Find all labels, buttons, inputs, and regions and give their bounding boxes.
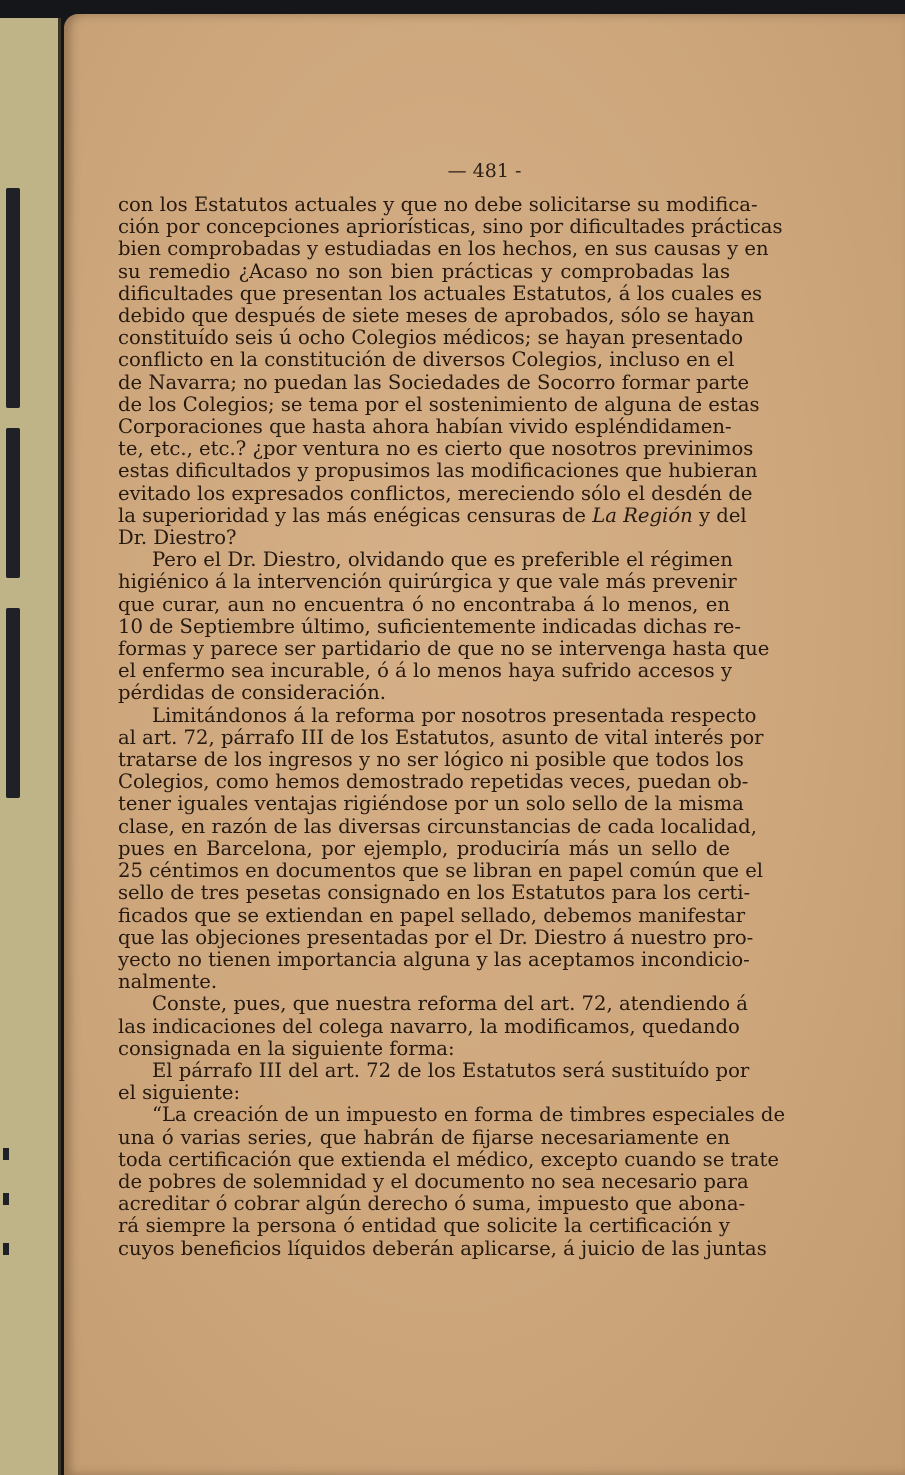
text-line: El párrafo III del art. 72 de los Estatutos será sustituído por <box>152 1058 750 1082</box>
text-line: sello de tres pesetas consignado en los Estatutos para los certi- <box>118 881 751 905</box>
text-line: nalmente. <box>118 970 218 994</box>
text-line: clase, en razón de las diversas circunstancias de cada localidad, <box>118 814 757 838</box>
text-line: bien comprobadas y estudiadas en los hechos, en sus causas y en <box>118 237 769 261</box>
text-line: yecto no tienen importancia alguna y las aceptamos incondicio- <box>118 947 750 971</box>
text-line: ficados que se extiendan en papel sellado, debemos manifestar <box>118 903 746 927</box>
book-page <box>64 14 905 1475</box>
text-line: el siguiente: <box>118 1081 241 1105</box>
text-line: su remedio ¿Acaso no son bien prácticas y comprobadas las <box>118 259 730 283</box>
text-line <box>118 503 747 527</box>
text-line: Colegios, como hemos demostrado repetidas veces, puedan ob- <box>118 770 749 794</box>
text-line: tratarse de los ingresos y no ser lógico ni posible que todos los <box>118 748 744 772</box>
text-line: rá siempre la persona ó entidad que solicite la certificación y <box>118 1214 730 1238</box>
text-line: Corporaciones que hasta ahora habían vivido espléndidamen- <box>118 415 732 439</box>
margin-mark <box>3 1148 9 1160</box>
text-line: las indicaciones del colega navarro, la modificamos, quedando <box>118 1014 740 1038</box>
text-line: te, etc., etc.? ¿por ventura no es cierto que nosotros previnimos <box>118 437 754 461</box>
text-line: Pero el Dr. Diestro, olvidando que es preferible el régimen <box>152 548 733 572</box>
binding-strip <box>6 428 20 578</box>
text-line: Conste, pues, que nuestra reforma del art. 72, atendiendo á <box>152 992 748 1016</box>
text-line: pues en Barcelona, por ejemplo, produciría más un sello de <box>118 836 730 860</box>
italic-title: La Región <box>592 503 693 527</box>
text-line: acreditar ó cobrar algún derecho ó suma, impuesto que abona- <box>118 1192 746 1216</box>
text-segment: y del <box>692 503 747 527</box>
text-line: “La creación de un impuesto en forma de timbres especiales de <box>152 1103 786 1127</box>
page-number: — 481 - <box>447 160 522 182</box>
previous-page-edge <box>0 18 61 1475</box>
text-line: debido que después de siete meses de aprobados, sólo se hayan <box>118 304 755 328</box>
text-line: dificultades que presentan los actuales Estatutos, á los cuales es <box>118 281 763 305</box>
text-line: ción por concepciones apriorísticas, sino por dificultades prácticas <box>118 215 783 239</box>
text-line: higiénico á la intervención quirúrgica y que vale más prevenir <box>118 570 737 594</box>
text-line: una ó varias series, que habrán de fijarse necesariamente en <box>118 1125 730 1149</box>
text-line: evitado los expresados conflictos, mereciendo sólo el desdén de <box>118 481 753 505</box>
text-line: Limitándonos á la reforma por nosotros presentada respecto <box>152 703 757 727</box>
margin-mark <box>3 1193 9 1205</box>
text-line: conflicto en la constitución de diversos Colegios, incluso en el <box>118 348 735 372</box>
margin-mark <box>3 1243 9 1255</box>
text-line: pérdidas de consideración. <box>118 681 386 705</box>
text-line: de pobres de solemnidad y el documento no sea necesario para <box>118 1169 749 1193</box>
text-line: cuyos beneficios líquidos deberán aplicarse, á juicio de las juntas <box>118 1236 767 1260</box>
text-line: estas dificultados y propusimos las modificaciones que hubieran <box>118 459 758 483</box>
text-line: toda certificación que extienda el médico, excepto cuando se trate <box>118 1147 779 1171</box>
text-line: al art. 72, párrafo III de los Estatutos, asunto de vital interés por <box>118 725 764 749</box>
text-line: el enfermo sea incurable, ó á lo menos haya sufrido accesos y <box>118 659 733 683</box>
binding-strip <box>6 188 20 408</box>
text-line: 10 de Septiembre último, suficientemente indicadas dichas re- <box>118 614 741 638</box>
text-line: de los Colegios; se tema por el sostenimiento de alguna de estas <box>118 392 760 416</box>
binding-strip <box>6 608 20 798</box>
text-line: Dr. Diestro? <box>118 526 237 550</box>
text-line: consignada en la siguiente forma: <box>118 1036 455 1060</box>
text-line: que las objeciones presentadas por el Dr. Diestro á nuestro pro- <box>118 925 754 949</box>
text-line: tener iguales ventajas rigiéndose por un solo sello de la misma <box>118 792 744 816</box>
text-segment: la superioridad y las más enégicas censuras de <box>118 503 593 527</box>
text-line: con los Estatutos actuales y que no debe solicitarse su modifica- <box>118 193 758 216</box>
text-line: 25 céntimos en documentos que se libran en papel común que el <box>118 859 764 883</box>
text-line: que curar, aun no encuentra ó no encontraba á lo menos, en <box>118 592 730 616</box>
text-line: de Navarra; no puedan las Sociedades de Socorro formar parte <box>118 370 750 394</box>
text-line: formas y parece ser partidario de que no se intervenga hasta que <box>118 637 770 661</box>
body-text <box>118 193 786 1260</box>
text-line: constituído seis ú ocho Colegios médicos; se hayan presentado <box>118 326 744 350</box>
